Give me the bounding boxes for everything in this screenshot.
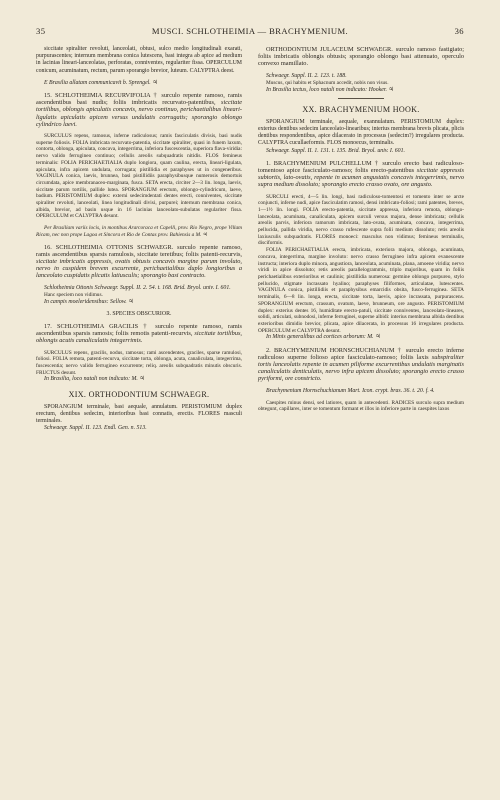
description: SURCULUS repens, ramosus, inferne radiculosus; ramis fasciculatis divisis, basi nudis superne foliosis. FOLIA imbricata recurvato-patentia, siccitate spiraliter, quasi in funem laxum, contorta, oblonga, apiculata, concava, integerrima, inferiora fuscescentia, superiora flava-viridia: nervo valido ferrugineo continuo; cellulis areolis subquadratis nitidis. FLOS femineus terminalis: FOLIA PERICHAETIALIA duplo longiora, quam caulina, erecta, lineari-ligulata, apiculata, infra apicem undulata, corrugata; pistillidia et paraphyses ut in congeneribus. VAGINULA conica, laevis, brunnea, basi pistillidiis paraphysibusque numerosis demortuis circumdata, apice membranaceo-marginata, fusca. SETA erecta, circiter 2—3 lin. longa, laevis, siccitate parum tortilis, pallide lutea. SPORANGIUM erectum, oblongo-cylindricum, laeve, badium. PERISTOMIUM duplex: externi sedecimdentati dentes erecti, conniventes, siccitate spiraliter revoluti, lanceolati, linea longitudinali divisi, purpurei; internum membrana conica, albida, brevior, ad basin usque in 16 lacinias lanceolato-subulatas regulariter fissa. OPERCULUM et CALYPTRA desunt. <box>36 133 242 220</box>
species-name: 17. SCHLOTHEIMIA GRACILIS † surculo repente ramoso, ramis ascendentibus sparsis ramosis; foliis remotis patenti-recurvis, <box>36 322 242 338</box>
note: Hanc speciem non vidimus. <box>44 291 103 298</box>
locality: In Minis generalibus ad cortices arborum: M. ♃ <box>266 334 381 341</box>
species-heading <box>258 347 464 383</box>
genus-heading: XX. BRACHYMENIUM HOOK. <box>302 104 420 114</box>
species-name: 16. SCHLOTHEIMIA OTTONIS SCHWAEGR. surculo repente ramoso, ramis ascendentibus sparsis ramulosis, siccitate teretibus; foliis patenti-recurvis, <box>36 243 242 258</box>
running-header <box>36 26 464 38</box>
running-title: MUSCI. SCHLOTHEIMIA — BRACHYMENIUM. <box>151 26 349 36</box>
genus-diagnosis: SPORANGIUM terminale, basi aequale, annulatum. PERISTOMIUM duplex erectum, dentibus sedecim, interioribus basi connatis, erectis. FLORES masculi terminales. <box>36 403 242 424</box>
species-name: 1. BRACHYMENIUM PULCHELLUM † surculo erecto basi radiculoso-tomentoso apice fasciculato-ramoso; foliis erecto-patentibus <box>258 159 464 174</box>
divider <box>338 98 384 99</box>
genus-diagnosis: SPORANGIUM terminale, aequale, exannulatum. PERISTOMIUM duplex: exterius dentibus sedecim lanceolato-linearibus; interius membrana brevis plicata, plicis dentibus respondentibus, apice dilacerato in processus (sedecim?) irregulares producta. CALYPTRA cucullaeformis. FLOS monoecus, terminalis. <box>258 118 464 147</box>
species-heading: ORTHODONTIUM JULACEUM SCHWAEGR. surculo ramoso fastigiato; foliis imbricatis oblongis obtusis; sporangio oblongo basi attenuato, operculo convexo mamillato. <box>258 46 464 68</box>
citation: Brachymenium Hornschuchianum Mart. Icon. crypt. bras. 36. t. 20. f. 4. <box>266 387 435 394</box>
locality: In campis moeleridensibus: Sellow. ♃ <box>44 298 134 305</box>
species-diagnosis: siccitate imbricatis appressis, ovatis obtusis concavis margine parum involuto, nervo in cuspidem brevem excurrente, perichaetialibus duplo longioribus a lanceolato cuspidatis plicatis latiusculis; sporangio basi contracto. <box>36 257 242 280</box>
page-number-right: 36 <box>454 26 464 36</box>
locality: E Brasilia allatam communicavit b. Sprengel. ♃ <box>44 79 158 86</box>
locality: In Brasilia, loco natali non indicato: M. ♃ <box>44 376 145 383</box>
species-diagnosis: siccitate tortilibus, oblongis apiculatis concavis, nervo continuo, perichaetialibus lineari-ligulatis apiculatis apicem versus undulatis corrugatis; sporangio oblongo cylindrico laevi. <box>36 99 242 128</box>
description: SURCULUS repens, gracilis, nodus, ramosus; rami ascendentes, graciles, sparse ramulosi, foliosi. FOLIA remota, patenti-recurva, siccitate torta, oblonga, acuta, canaliculata, integerrima, fuscescentia; nervo valido ferrugineo excurrente; reliq. areolis subquadratis minutis obscuris. FRUCTUS desunt. <box>36 349 242 376</box>
citation: Schlotheimia Ottonis Schwaegr. Suppl. II. 2. 54. t. 168. Brid. Bryol. univ. I. 601. <box>44 284 231 291</box>
description: Caespites minus densi, sed latiores, quam in antecedenti. RADICES surculo supra medium obtegunt, capillares, inter se tomentum formant et illos in inferiore parte in caespites laxos <box>258 399 464 413</box>
citation: Schwaegr. Suppl. II. 123. Endl. Gen. n. 513. <box>44 425 147 432</box>
species-diagnosis: subspiraliter tortis lanceolatis repente in acumen piliforme excurrentibus undulatis marginatis canaliculatis denticulatis, nervo infra apicem dissoluto; sporangio erecto crasso pyriformi, ore constricto. <box>258 353 464 383</box>
citation: Schwaegr. Suppl. II. 2. 123. t. 188. <box>266 72 347 79</box>
left-column <box>36 46 242 432</box>
species-heading <box>36 323 242 345</box>
species-diagnosis: siccitate tortilibus, oblongis acutis canaliculatis integerrimis. <box>36 330 243 345</box>
note: Muscus, qui habitu et Sphacnum accedit, nobis non visus. <box>266 79 389 86</box>
species-heading <box>36 92 242 128</box>
locality: In Brasilia tectus, loco natali non indicato: Hooker. ♃ <box>266 86 394 93</box>
page-number-left: 35 <box>36 26 46 36</box>
description: SURCULI erecti, 4—5 lin. longi, basi radiculoso-tomentosi et tomento inter se arcte conjuncti, inferne nudi, apice fasciculatim ramosi, densi imbricato-foliosi; rami patentes, breves, 1—1½ lin. longi. FOLIA erecto-patentia, siccitate appressa, inferiora remota, oblongo-lanceolata, acuminata, canaliculata, apicem surculi versus majora, dense imbricata; cellulis areolis parvis, inferiora ramorum imbricata, lato-ovata, acuminata, concava, integerrima, pellucida, pallida viridia, nervo crasso rufescente supra folii medium dissoluto; retis areolis laxiusculis subquadratis. FLORES monoeci: masculus non vidimus; femineus terminalis, disciformis. <box>258 193 464 247</box>
description: FOLIA PERICHAETIALIA erecta, imbricata, exteriora majora, oblonga, acuminata, concava, integerrima, margine involuto: nervo crasso ferrugineo infra apicem evanescente instructa; interiora duplo minora, angustiora, lanceolata, acuminata, plana, amoene viridia; nervo viridi in apice dissoluto; retis areolis parallelogrammis, triplo majoribus, quam in foliis perichaetialibus exterioribus et caulinis; pistillidia numerosa: germine oblongo purpureo, stylo pellucido, stigmate incrassato hyalino; paraphyses filiformes, articulatae, lutescentes. VAGINULA conica, pistillidiis et paraphysibus emarcidis obsita, fusco-ferruginea. SETA terminalis, 6—8 lin. longa, erecta, siccitate torta, laevis, apice incrassata, purpurascens. SPORANGIUM erectum, crassum, ovatum, laeve, brunneum, ore angusto. PERISTOMIUM duplex: exterius dentes 16, humiditate erecto-patuli, siccitate conniventes, lanceolato-lineares, solidi, articulati, subnodosi, inferne ferruginei, superne albidi: interius membrana albida dentibus exterioribus dimidio brevior, plicata, apice dilacerata, in processus 16 irregulares producta. OPERCULUM et CALYPTRA desunt. <box>258 247 464 334</box>
citation: Schwaegr. Suppl. II. 1. 131. t. 135. Brid. Bryol. univ. I. 601. <box>266 147 405 154</box>
species-heading <box>36 244 242 280</box>
species-heading <box>258 160 464 189</box>
section-heading: 3. SPECIES OBSCURIOR. <box>106 310 172 317</box>
species-diagnosis: siccitate appressis subtortis, lato-ovatis, repente in acumen angustatis concavis integerrimis, nervo supra medium dissoluto; sporangio erecto crasso ovato, ore angusto. <box>258 166 464 189</box>
genus-heading: XIX. ORTHODONTIUM SCHWAEGR. <box>68 389 210 399</box>
locality: Per Brasiliam variis locis, in montibus Ararcoraca et Capelli, prov. Rio Negro, prope Villam Ricam, nec non prope Lagoa et Sincora et Rio de Contas prov. Bahiensis a M. ♃ <box>36 225 242 238</box>
right-column <box>258 46 464 413</box>
species-name: 2. BRACHYMENIUM HORNSCHUCHIANUM † surculo erecto inferne radiculoso superne folioso apice fasciculato-ramoso; foliis laxis <box>258 346 464 361</box>
species-name: 15. SCHLOTHEIMIA RECURVIFOLIA † surculo repente ramoso, ramis ascendentibus basi nudis; foliis imbricatis recurvato-patentibus, <box>36 92 242 107</box>
paragraph: siccitate spiraliter revoluti, lanceolati, obtusi, sulco medio longitudinali exarati, purpurascentes; internum membrana conica lutescens, basi integra ab apice ad medium in lacinias lineari-lanceolatas, perforatas, conniventes, regulariter fissa. OPERCULUM conicum, acuminatum, rectum, parum sporangio brevior, luteum. CALYPTRA deest. <box>36 46 242 74</box>
